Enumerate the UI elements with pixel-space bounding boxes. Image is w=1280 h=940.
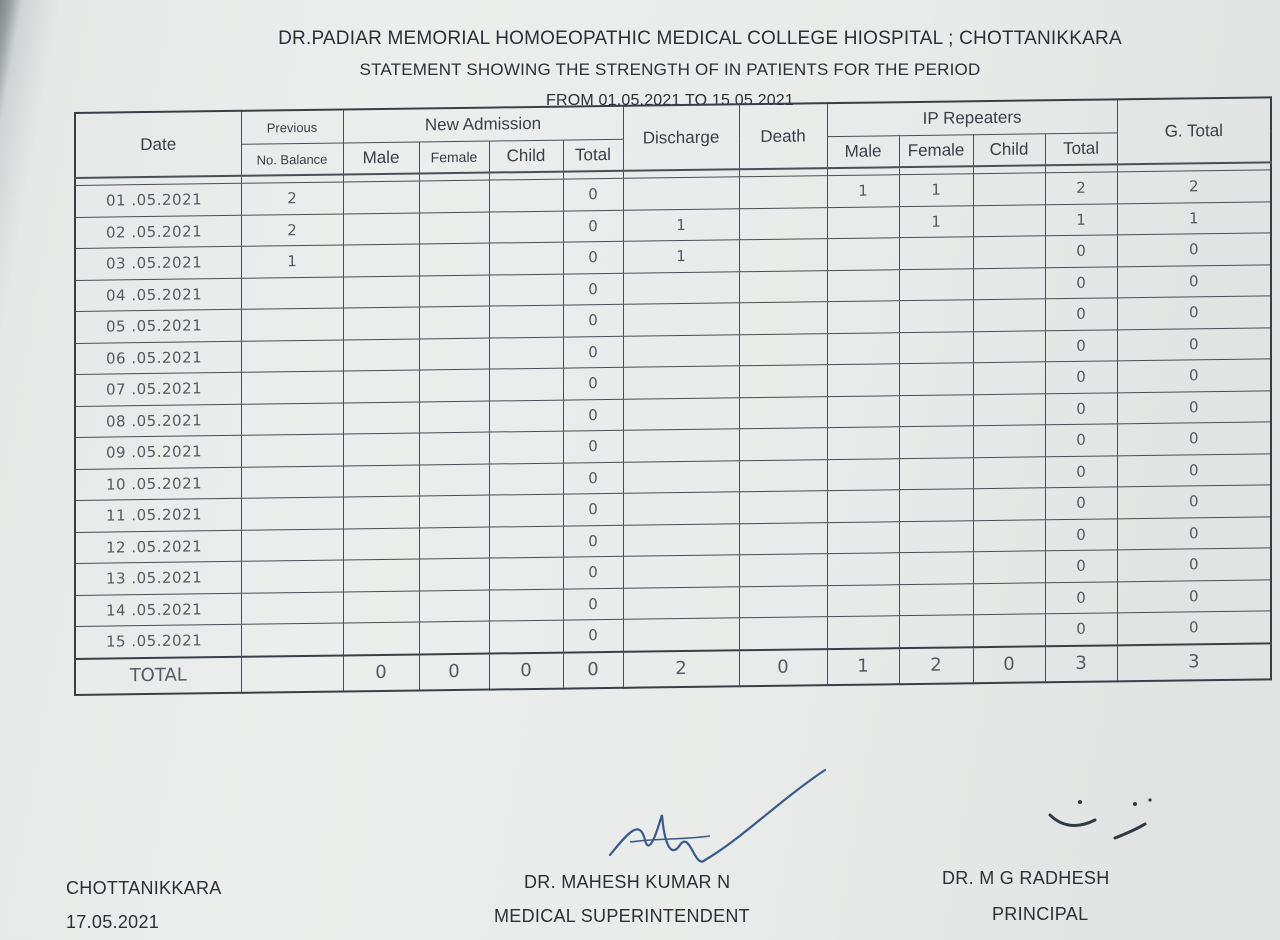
cell-na-male (343, 559, 419, 591)
cell-prev (241, 560, 343, 593)
cell-g-total: 0 (1117, 390, 1271, 424)
cell-date: 12 .05.2021 (75, 530, 241, 564)
cell-ip-child (973, 173, 1045, 205)
total-death: 0 (739, 649, 827, 686)
total-na-child: 0 (489, 652, 563, 689)
cell-discharge (623, 523, 739, 556)
cell-ip-male (827, 553, 899, 585)
cell-na-child (489, 589, 563, 621)
total-ip-total: 3 (1045, 645, 1117, 682)
cell-ip-total: 0 (1045, 266, 1117, 298)
cell-prev (241, 308, 343, 341)
cell-ip-child (973, 519, 1045, 551)
cell-ip-male (827, 616, 899, 649)
cell-na-total: 0 (563, 210, 623, 242)
total-ip-child: 0 (973, 646, 1045, 683)
header-g-total: G. Total (1117, 97, 1271, 164)
cell-na-male (343, 622, 419, 655)
cell-na-total: 0 (563, 367, 623, 399)
cell-ip-female (899, 552, 973, 584)
cell-prev (241, 276, 343, 309)
total-ip-female: 2 (899, 647, 973, 684)
cell-ip-total: 0 (1045, 329, 1117, 361)
cell-ip-child (973, 267, 1045, 299)
total-na-total: 0 (563, 651, 623, 688)
cell-na-child (489, 431, 563, 463)
document-period: FROM 01.05.2021 TO 15.05.2021 (545, 92, 795, 109)
cell-prev (241, 402, 343, 435)
cell-ip-female (899, 520, 973, 552)
cell-ip-male (827, 332, 899, 364)
cell-ip-female: 1 (899, 174, 973, 206)
cell-death (739, 617, 827, 650)
total-label: TOTAL (75, 656, 241, 694)
cell-na-female (419, 180, 489, 212)
document-title: DR.PADIAR MEMORIAL HOMOEOPATHIC MEDICAL COLLEGE HIOSPITAL ; CHOTTANIKKARA (278, 28, 1122, 49)
cell-na-female (419, 212, 489, 244)
cell-death (739, 270, 827, 303)
cell-ip-child (973, 393, 1045, 425)
total-g-total: 3 (1117, 643, 1271, 681)
cell-g-total: 0 (1117, 327, 1271, 361)
cell-na-child (489, 211, 563, 243)
cell-prev (241, 623, 343, 656)
cell-prev (241, 434, 343, 467)
cell-na-child (489, 179, 563, 211)
cell-na-child (489, 620, 563, 653)
cell-ip-total: 2 (1045, 172, 1117, 204)
superintendent-name: DR. MAHESH KUMAR N (524, 872, 731, 892)
cell-prev: 2 (241, 213, 343, 246)
cell-g-total: 2 (1117, 170, 1271, 204)
cell-na-child (489, 463, 563, 495)
principal-title: PRINCIPAL (992, 904, 1089, 924)
cell-date: 15 .05.2021 (75, 624, 241, 658)
cell-ip-male (827, 521, 899, 553)
cell-na-male (343, 338, 419, 370)
cell-na-child (489, 526, 563, 558)
header-ip-female: Female (899, 135, 973, 167)
cell-prev (241, 528, 343, 561)
cell-ip-male (827, 301, 899, 333)
cell-na-female (419, 338, 489, 370)
total-prev (241, 655, 343, 692)
cell-ip-total: 0 (1045, 361, 1117, 393)
cell-death (739, 302, 827, 335)
cell-na-total: 0 (563, 493, 623, 525)
cell-ip-child (973, 362, 1045, 394)
cell-date: 01 .05.2021 (75, 183, 241, 217)
cell-ip-male (827, 238, 899, 270)
cell-discharge (623, 303, 739, 336)
header-ip-male: Male (827, 136, 899, 168)
cell-discharge (623, 366, 739, 399)
cell-death (739, 333, 827, 366)
cell-na-male (343, 464, 419, 496)
cell-ip-male (827, 364, 899, 396)
cell-ip-total: 0 (1045, 235, 1117, 267)
header-date: Date (75, 111, 241, 178)
header-ip-child: Child (973, 134, 1045, 166)
cell-date: 04 .05.2021 (75, 278, 241, 312)
cell-g-total: 0 (1117, 233, 1271, 267)
cell-na-female (419, 464, 489, 496)
total-ip-male: 1 (827, 648, 899, 685)
cell-ip-total: 0 (1045, 487, 1117, 519)
total-na-female: 0 (419, 653, 489, 690)
cell-ip-male (827, 584, 899, 616)
cell-ip-total: 0 (1045, 392, 1117, 424)
cell-prev: 1 (241, 245, 343, 278)
cell-death (739, 554, 827, 587)
cell-ip-total: 0 (1045, 550, 1117, 582)
cell-na-female (419, 432, 489, 464)
document-subtitle: STATEMENT SHOWING THE STRENGTH OF IN PATIENTS FOR THE PERIOD (359, 60, 981, 79)
cell-prev (241, 497, 343, 530)
cell-discharge: 1 (623, 208, 739, 241)
cell-ip-female (899, 583, 973, 615)
cell-date: 06 .05.2021 (75, 341, 241, 375)
cell-death (739, 239, 827, 272)
cell-ip-female (899, 300, 973, 332)
cell-prev (241, 371, 343, 404)
cell-g-total: 0 (1117, 516, 1271, 550)
header-na-female: Female (419, 141, 489, 173)
cell-prev (241, 465, 343, 498)
cell-discharge (623, 555, 739, 588)
cell-ip-male (827, 206, 899, 238)
cell-ip-child (973, 551, 1045, 583)
cell-na-total: 0 (563, 241, 623, 273)
cell-ip-total: 0 (1045, 298, 1117, 330)
cell-ip-male (827, 490, 899, 522)
cell-ip-male (827, 427, 899, 459)
footer-place: CHOTTANIKKARA (66, 878, 222, 898)
cell-g-total: 0 (1117, 453, 1271, 487)
cell-date: 07 .05.2021 (75, 372, 241, 406)
cell-ip-child (973, 456, 1045, 488)
cell-na-total: 0 (563, 304, 623, 336)
cell-ip-total: 0 (1045, 613, 1117, 646)
cell-na-child (489, 337, 563, 369)
cell-na-child (489, 305, 563, 337)
cell-ip-total: 0 (1045, 581, 1117, 613)
table-body (75, 162, 1271, 658)
inpatient-table-wrapper (74, 96, 1270, 730)
cell-g-total: 0 (1117, 611, 1271, 645)
cell-ip-male (827, 269, 899, 301)
cell-na-total: 0 (563, 273, 623, 305)
cell-discharge: 1 (623, 240, 739, 273)
cell-death (739, 428, 827, 461)
superintendent-signature-icon (600, 760, 840, 880)
cell-na-total: 0 (563, 462, 623, 494)
cell-prev (241, 339, 343, 372)
cell-ip-male (827, 458, 899, 490)
cell-ip-female (899, 363, 973, 395)
cell-na-female (419, 495, 489, 527)
cell-na-female (419, 527, 489, 559)
cell-discharge (623, 460, 739, 493)
cell-na-male (343, 370, 419, 402)
cell-na-child (489, 242, 563, 274)
cell-ip-female (899, 457, 973, 489)
cell-discharge (623, 429, 739, 462)
cell-discharge (623, 177, 739, 210)
cell-na-female (419, 621, 489, 654)
cell-g-total: 0 (1117, 548, 1271, 582)
header-discharge: Discharge (623, 104, 739, 171)
cell-na-female (419, 275, 489, 307)
cell-na-total: 0 (563, 525, 623, 557)
cell-date: 05 .05.2021 (75, 309, 241, 343)
cell-date: 03 .05.2021 (75, 246, 241, 280)
header-no-balance: No. Balance (241, 143, 343, 176)
cell-ip-child (973, 614, 1045, 647)
cell-ip-male (827, 395, 899, 427)
cell-date: 02 .05.2021 (75, 215, 241, 249)
cell-date: 14 .05.2021 (75, 593, 241, 627)
cell-ip-child (973, 582, 1045, 614)
cell-ip-total: 0 (1045, 518, 1117, 550)
cell-na-male (343, 181, 419, 213)
cell-death (739, 365, 827, 398)
cell-na-male (343, 590, 419, 622)
cell-ip-female (899, 426, 973, 458)
header-na-male: Male (343, 142, 419, 174)
cell-na-male (343, 212, 419, 244)
cell-na-child (489, 494, 563, 526)
cell-na-male (343, 527, 419, 559)
cell-date: 13 .05.2021 (75, 561, 241, 595)
cell-death (739, 176, 827, 209)
cell-ip-child (973, 299, 1045, 331)
cell-g-total: 0 (1117, 422, 1271, 456)
cell-death (739, 207, 827, 240)
cell-na-female (419, 243, 489, 275)
header-previous: Previous (241, 109, 343, 144)
cell-na-male (343, 275, 419, 307)
header-new-admission: New Admission (343, 106, 623, 143)
header-death: Death (739, 103, 827, 169)
cell-discharge (623, 492, 739, 525)
cell-ip-child (973, 425, 1045, 457)
cell-na-male (343, 401, 419, 433)
cell-ip-female: 1 (899, 205, 973, 237)
cell-na-child (489, 368, 563, 400)
cell-discharge (623, 334, 739, 367)
cell-g-total: 0 (1117, 296, 1271, 330)
cell-ip-female (899, 268, 973, 300)
cell-ip-female (899, 615, 973, 648)
cell-g-total: 0 (1117, 485, 1271, 519)
cell-na-total: 0 (563, 556, 623, 588)
inpatient-strength-table (74, 96, 1272, 695)
cell-ip-child (973, 204, 1045, 236)
cell-ip-child (973, 236, 1045, 268)
cell-prev: 2 (241, 182, 343, 215)
cell-na-male (343, 433, 419, 465)
footer-date: 17.05.2021 (66, 912, 160, 932)
cell-na-male (343, 244, 419, 276)
cell-ip-total: 0 (1045, 424, 1117, 456)
cell-ip-child (973, 330, 1045, 362)
cell-g-total: 0 (1117, 264, 1271, 298)
cell-ip-child (973, 488, 1045, 520)
cell-na-female (419, 369, 489, 401)
cell-g-total: 1 (1117, 201, 1271, 235)
cell-ip-female (899, 331, 973, 363)
cell-death (739, 459, 827, 492)
cell-na-total: 0 (563, 399, 623, 431)
superintendent-title: MEDICAL SUPERINTENDENT (494, 906, 750, 926)
cell-na-total: 0 (563, 336, 623, 368)
cell-na-male (343, 307, 419, 339)
cell-g-total: 0 (1117, 579, 1271, 613)
header-na-total: Total (563, 139, 623, 171)
cell-na-child (489, 557, 563, 589)
total-discharge: 2 (623, 650, 739, 688)
cell-death (739, 522, 827, 555)
cell-prev (241, 591, 343, 624)
cell-na-child (489, 400, 563, 432)
cell-discharge (623, 271, 739, 304)
header-ip-total: Total (1045, 133, 1117, 165)
cell-ip-female (899, 237, 973, 269)
cell-na-male (343, 496, 419, 528)
cell-na-female (419, 590, 489, 622)
cell-na-female (419, 558, 489, 590)
header-na-child: Child (489, 140, 563, 172)
cell-ip-total: 1 (1045, 203, 1117, 235)
cell-date: 11 .05.2021 (75, 498, 241, 532)
cell-date: 10 .05.2021 (75, 467, 241, 501)
cell-ip-female (899, 394, 973, 426)
cell-na-female (419, 401, 489, 433)
cell-discharge (623, 618, 739, 652)
cell-na-total: 0 (563, 430, 623, 462)
total-na-male: 0 (343, 654, 419, 691)
cell-date: 08 .05.2021 (75, 404, 241, 438)
cell-na-total: 0 (563, 619, 623, 652)
cell-death (739, 396, 827, 429)
cell-discharge (623, 397, 739, 430)
cell-discharge (623, 586, 739, 619)
cell-ip-total: 0 (1045, 455, 1117, 487)
cell-ip-male: 1 (827, 175, 899, 207)
header-ip-repeaters: IP Repeaters (827, 99, 1117, 136)
cell-date: 09 .05.2021 (75, 435, 241, 469)
cell-g-total: 0 (1117, 359, 1271, 393)
principal-signature-icon (1040, 790, 1160, 850)
cell-ip-female (899, 489, 973, 521)
cell-death (739, 491, 827, 524)
cell-na-child (489, 274, 563, 306)
cell-death (739, 585, 827, 618)
cell-na-total: 0 (563, 178, 623, 210)
principal-name: DR. M G RADHESH (942, 868, 1110, 888)
cell-na-female (419, 306, 489, 338)
cell-na-total: 0 (563, 588, 623, 620)
